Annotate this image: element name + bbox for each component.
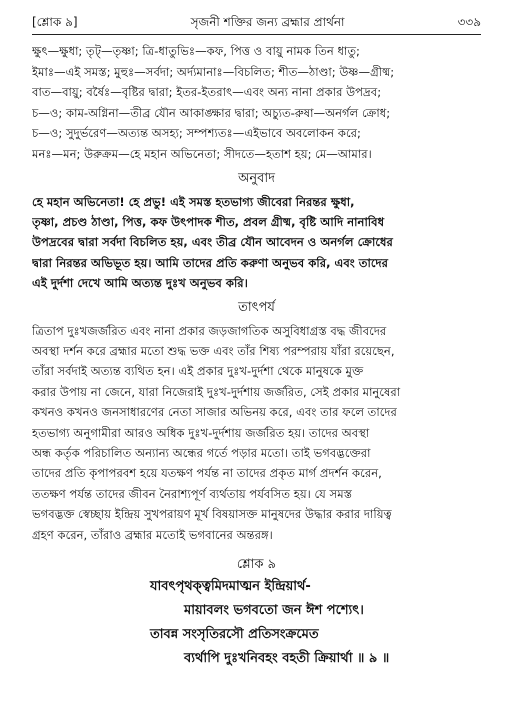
sanskrit-verse: [32, 575, 481, 671]
verse-line: তাবন্ন সংসৃতিরসৌ প্রতিসংক্রমেত: [150, 627, 319, 643]
purport-line: তাদের প্রতি কৃপাপরবশ হয়ে যতক্ষণ পর্যন্ত না তাদের প্রকৃত মার্গ প্রদর্শন করেন,: [32, 466, 382, 481]
synonym-line: ক্ষুৎ—ক্ষুধা; তৃট্—তৃষ্ণা; ত্রি-ধাতুভিঃ—কফ, পিত্ত ও বায়ু নামক তিন ধাতু;: [32, 44, 360, 58]
verse-line: ব্যর্থাপি দুঃখনিবহং বহতী ক্রিয়ার্থা ॥ ৯ ॥: [184, 651, 390, 667]
synonym-line: মনঃ—মন; উরুক্রম—হে মহান অভিনেতা; সীদতে—হতাশ হয়; মে—আমার।: [32, 146, 372, 161]
synonym-line: চ—ও; কাম-অগ্নিনা—তীব্র যৌন আকাঙ্ক্ষার দ্বারা; অচ্যুত-রুষা—অনর্গল ক্রোধ;: [32, 105, 391, 120]
synonym-line: ইমাঃ—এই সমস্ত; মুহুঃ—সর্বদা; অর্দ্যমানাঃ—বিচলিত; শীত—ঠাণ্ডা; উষ্ণ—গ্রীষ্ম;: [32, 64, 395, 79]
synonym-line: চ—ও; সুদুর্ভরেণ—অত্যন্ত অসহ্য; সম্পশ্যতঃ—এইভাবে অবলোকন করে;: [32, 126, 361, 141]
translation-line: তৃষ্ণা, প্রচণ্ড ঠাণ্ডা, পিত্ত, কফ উৎপাদক শীত, প্রবল গ্রীষ্ম, বৃষ্টি আদি নানাবিধ: [32, 214, 385, 229]
word-synonyms: [32, 41, 481, 165]
synonym-line: বাত—বায়ু; বর্ষৈঃ—বৃষ্টির দ্বারা; ইতর-ইতরাৎ—এবং অন্য নানা প্রকার উপদ্রব;: [32, 85, 382, 100]
purport-line: অবস্থা দর্শন করে ব্রহ্মার মতো শুদ্ধ ভক্ত এবং তাঁর শিষ্য পরম্পরায় যাঁরা রয়েছেন,: [32, 344, 395, 358]
translation-text: [32, 192, 481, 294]
verse-line: মায়াবলং ভগবতো জন ঈশ পশ্যেৎ।: [184, 603, 364, 619]
translation-line: উপদ্রবের দ্বারা সর্বদা বিচলিত হয়, এবং তীব্র যৌন আবেদন ও অনর্গল ক্রোধের: [32, 235, 393, 250]
chapter-title: সৃজনী শক্তির জন্য ব্রহ্মার প্রার্থনা: [190, 15, 345, 29]
purport-line: হতভাগ্য অনুগামীরা আরও অধিক দুঃখ-দুর্দশায় জর্জরিত হয়। তাদের অবস্থা: [32, 425, 370, 440]
purport-heading: তাৎপর্য: [238, 299, 275, 315]
purport-text: [32, 321, 481, 545]
purport-line: ভগবদ্ভক্ত স্বেচ্ছায় ইন্দ্রিয় সুখপরায়ণ মূর্খ বিষয়াসক্ত মানুষদের উদ্ধার করার দায়িত্ব: [32, 507, 392, 522]
running-header: [32, 14, 481, 35]
purport-line: অন্ধ কর্তৃক পরিচালিত অন্যান্য অন্ধের গর্তে পড়ার মতো। তাই ভগবদ্ভক্তেরা: [32, 446, 371, 461]
translation-line: দ্বারা নিরন্তর অভিভূত হয়। আমি তাদের প্রতি করুণা অনুভব করি, এবং তাদের: [32, 255, 389, 270]
purport-line: গ্রহণ করেন, তাঁরাও ব্রহ্মার মতোই ভগবানের অন্তরঙ্গ।: [32, 527, 273, 542]
purport-line: তাঁরা সর্বদাই অত্যন্ত ব্যথিত হন। এই প্রকার দুঃখ-দুর্দশা থেকে মানুষকে মুক্ত: [32, 364, 364, 379]
page-number: ৩৩৯: [457, 15, 481, 29]
translation-line: হে মহান অভিনেতা! হে প্রভু! এই সমস্ত হতভাগ্য জীবেরা নিরন্তর ক্ষুধা,: [32, 194, 355, 209]
purport-line: ত্রিতাপ দুঃখজর্জরিত এবং নানা প্রকার জড়জাগতিক অসুবিধাগ্রস্ত বদ্ধ জীবদের: [32, 323, 387, 338]
verse-line: যাবৎপৃথক্ত্বমিদমাত্মন ইন্দ্রিয়ার্থ-: [150, 579, 311, 595]
translation-heading: অনুবাদ: [238, 170, 275, 186]
translation-line: এই দুর্দশা দেখে আমি অত্যন্ত দুঃখ অনুভব করি।: [32, 276, 248, 291]
purport-line: করার উপায় না জেনে, যারা নিজেরাই দুঃখ-দুর্দশায় জর্জরিত, সেই প্রকার মানুষেরা: [32, 384, 401, 399]
verse-reference: [শ্লোক ৯]: [32, 15, 78, 29]
purport-line: ততক্ষণ পর্যন্ত তাদের জীবন নৈরাশ্যপূর্ণ ব্যর্থতায় পর্যবসিত হয়। যে সমস্ত: [32, 486, 352, 501]
purport-line: কখনও কখনও জনসাধারণের নেতা সাজার অভিনয় করে, এবং তার ফলে তাদের: [32, 405, 397, 420]
verse-heading: শ্লোক ৯: [236, 557, 277, 573]
